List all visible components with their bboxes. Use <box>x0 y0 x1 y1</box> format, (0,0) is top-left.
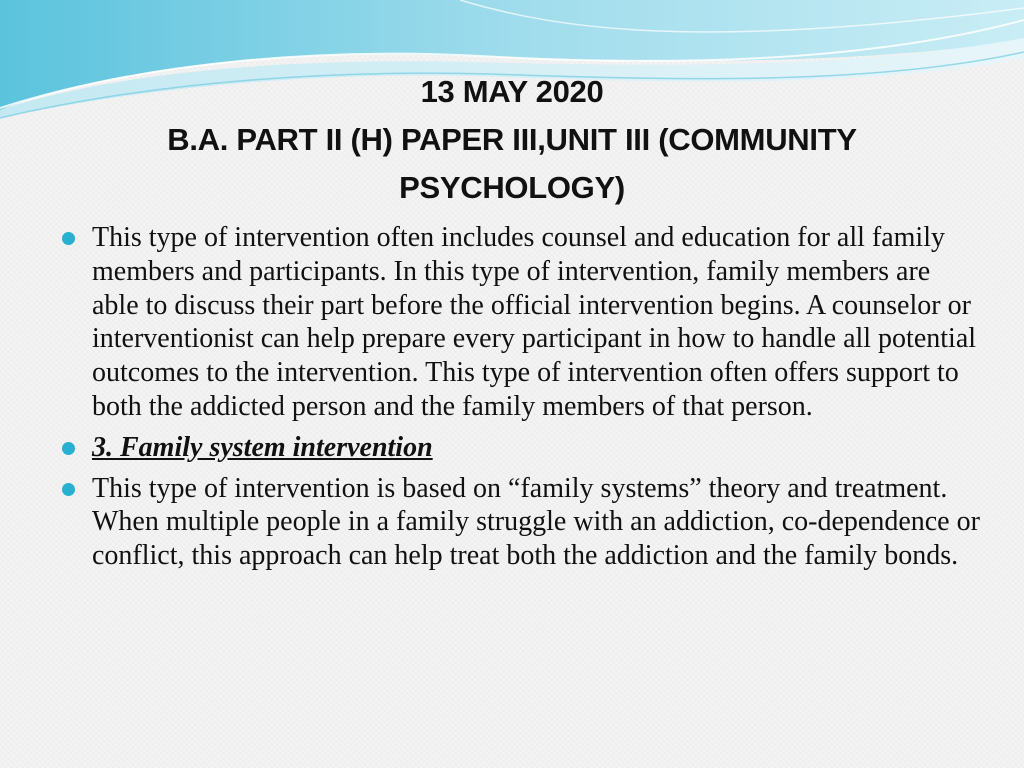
bullet-item <box>60 472 980 573</box>
bullet-item <box>60 431 980 465</box>
bullet-text: This type of intervention is based on “family systems” theory and treatment. When multiple people in a family struggle with an addiction, co-dependence or conflict, this approach can help treat both the addiction and the family bonds. <box>92 472 980 572</box>
title-date: 13 MAY 2020 <box>420 74 604 109</box>
bullet-item <box>60 221 980 424</box>
bullet-dot-icon <box>62 232 75 245</box>
bullet-text: This type of intervention often includes counsel and education for all family members and participants. In this type of intervention, family members are able to discuss their part before the official intervention begins. A counselor or interventionist can help prepare every participant in how to handle all potential outcomes to the intervention. This type of intervention often offers support to both the addicted person and the family members of that person. <box>92 222 977 422</box>
bullet-dot-icon <box>62 442 75 455</box>
title-course-line: B.A. PART II (H) PAPER III,UNIT III (COMMUNITY <box>167 122 857 157</box>
bullet-dot-icon <box>62 483 75 496</box>
slide-title <box>60 68 964 212</box>
bullet-subheading: 3. Family system intervention <box>92 431 433 463</box>
bullet-list <box>60 221 980 580</box>
title-course-line-2: PSYCHOLOGY) <box>399 170 625 205</box>
